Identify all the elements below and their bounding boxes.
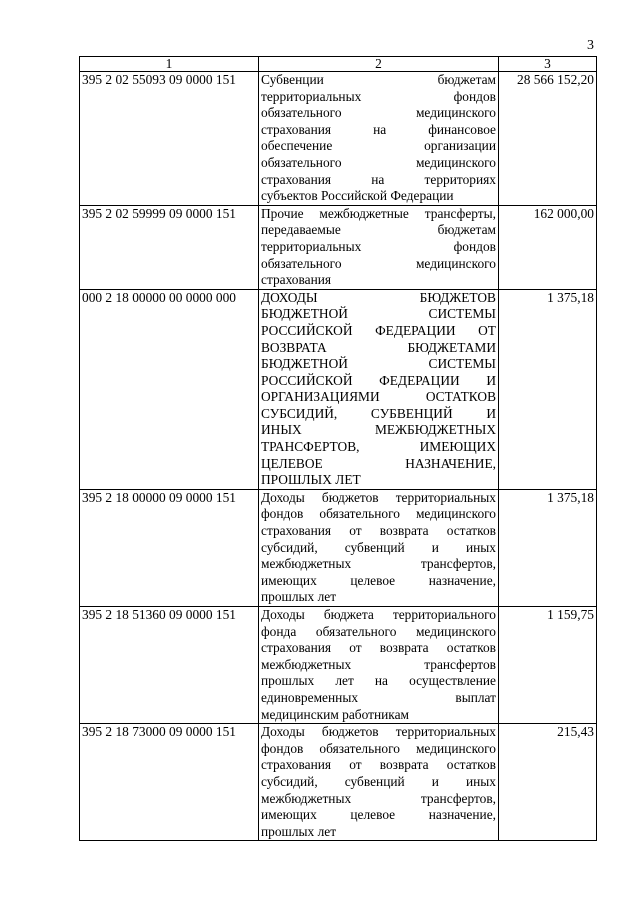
revenue-name-line: прошлых лет на осуществление: [261, 673, 496, 689]
budget-code-cell: 395 2 02 55093 09 0000 151: [80, 72, 259, 206]
revenue-name-line: территориальных фондов: [261, 238, 496, 254]
revenue-name-line: фонда обязательного медицинского: [261, 623, 496, 639]
revenue-name-line: страхования на территориях: [261, 171, 496, 187]
revenue-name-line: обеспечение организации: [261, 138, 496, 154]
revenue-name-line: имеющих целевое назначение,: [261, 807, 496, 823]
revenue-name-cell: [259, 724, 499, 841]
revenue-name-cell: [259, 607, 499, 724]
amount-cell: 1 159,75: [499, 607, 597, 724]
amount-cell: 1 375,18: [499, 289, 597, 489]
table-row: [80, 489, 597, 606]
table-row: [80, 607, 597, 724]
column-header-1: 1: [80, 57, 259, 72]
revenue-name-line: субсидий, субвенций и иных: [261, 539, 496, 555]
budget-code-cell: 395 2 18 00000 09 0000 151: [80, 489, 259, 606]
budget-code-cell: 395 2 18 51360 09 0000 151: [80, 607, 259, 724]
table-row: [80, 72, 597, 206]
revenue-name-line: страхования на финансовое: [261, 121, 496, 137]
page-number: 3: [587, 38, 594, 53]
revenue-name-line: ИНЫХ МЕЖБЮДЖЕТНЫХ: [261, 422, 496, 438]
revenue-name-cell: [259, 489, 499, 606]
revenue-name-line: Прочие межбюджетные трансферты,: [261, 205, 496, 221]
column-header-3: 3: [499, 57, 597, 72]
revenue-name-line: Субвенции бюджетам: [261, 72, 496, 87]
revenue-name-line: территориальных фондов: [261, 88, 496, 104]
revenue-name-line: БЮДЖЕТНОЙ СИСТЕМЫ: [261, 356, 496, 372]
revenue-name-line: имеющих целевое назначение,: [261, 572, 496, 588]
table-row: [80, 205, 597, 289]
table-header-row: [80, 57, 597, 72]
revenue-name-line: прошлых лет: [261, 589, 337, 605]
revenue-name-line: фондов обязательного медицинского: [261, 506, 496, 522]
revenue-name-line: Доходы бюджета территориального: [261, 607, 496, 622]
revenue-name-line: ОРГАНИЗАЦИЯМИ ОСТАТКОВ: [261, 389, 496, 405]
budget-code-cell: 000 2 18 00000 00 0000 000: [80, 289, 259, 489]
revenue-name-line: страхования от возврата остатков: [261, 523, 496, 539]
revenue-name-cell: [259, 205, 499, 289]
revenue-name-line: ЦЕЛЕВОЕ НАЗНАЧЕНИЕ,: [261, 455, 496, 471]
revenue-name-line: межбюджетных трансфертов,: [261, 556, 496, 572]
revenue-name-line: ТРАНСФЕРТОВ, ИМЕЮЩИХ: [261, 439, 496, 455]
revenue-name-line: Доходы бюджетов территориальных: [261, 724, 496, 740]
revenue-name-line: ДОХОДЫ БЮДЖЕТОВ: [261, 289, 496, 305]
revenue-name-line: БЮДЖЕТНОЙ СИСТЕМЫ: [261, 306, 496, 322]
revenue-name-line: обязательного медицинского: [261, 154, 496, 170]
amount-cell: 28 566 152,20: [499, 72, 597, 206]
budget-code-cell: 395 2 18 73000 09 0000 151: [80, 724, 259, 841]
table-row: [80, 289, 597, 489]
revenue-name-line: обязательного медицинского: [261, 105, 496, 121]
revenue-name-line: страхования от возврата остатков: [261, 757, 496, 773]
revenue-name-line: страхования от возврата остатков: [261, 640, 496, 656]
revenue-name-line: прошлых лет: [261, 823, 337, 839]
revenue-name-line: ВОЗВРАТА БЮДЖЕТАМИ: [261, 339, 496, 355]
revenue-name-line: субъектов Российской Федерации: [261, 188, 454, 204]
revenue-name-cell: [259, 289, 499, 489]
revenue-name-line: РОССИЙСКОЙ ФЕДЕРАЦИИ И: [261, 372, 496, 388]
revenue-name-line: межбюджетных трансфертов,: [261, 790, 496, 806]
revenue-name-line: межбюджетных трансфертов: [261, 656, 496, 672]
column-header-2: 2: [259, 57, 499, 72]
revenue-name-line: медицинским работникам: [261, 706, 410, 722]
revenue-name-line: передаваемые бюджетам: [261, 222, 496, 238]
revenue-name-line: РОССИЙСКОЙ ФЕДЕРАЦИИ ОТ: [261, 322, 496, 338]
revenue-name-line: СУБСИДИЙ, СУБВЕНЦИЙ И: [261, 405, 496, 421]
budget-code-cell: 395 2 02 59999 09 0000 151: [80, 205, 259, 289]
revenue-name-line: субсидий, субвенций и иных: [261, 773, 496, 789]
revenue-name-line: обязательного медицинского: [261, 255, 496, 271]
revenue-name-line: ПРОШЛЫХ ЛЕТ: [261, 472, 361, 488]
budget-revenue-table: [79, 56, 597, 841]
amount-cell: 162 000,00: [499, 205, 597, 289]
revenue-name-line: страхования: [261, 272, 332, 288]
table-body: [80, 72, 597, 841]
revenue-name-cell: [259, 72, 499, 206]
revenue-name-line: единовременных выплат: [261, 689, 496, 705]
revenue-name-line: фондов обязательного медицинского: [261, 740, 496, 756]
revenue-name-line: Доходы бюджетов территориальных: [261, 489, 496, 505]
table-row: [80, 724, 597, 841]
amount-cell: 1 375,18: [499, 489, 597, 606]
amount-cell: 215,43: [499, 724, 597, 841]
